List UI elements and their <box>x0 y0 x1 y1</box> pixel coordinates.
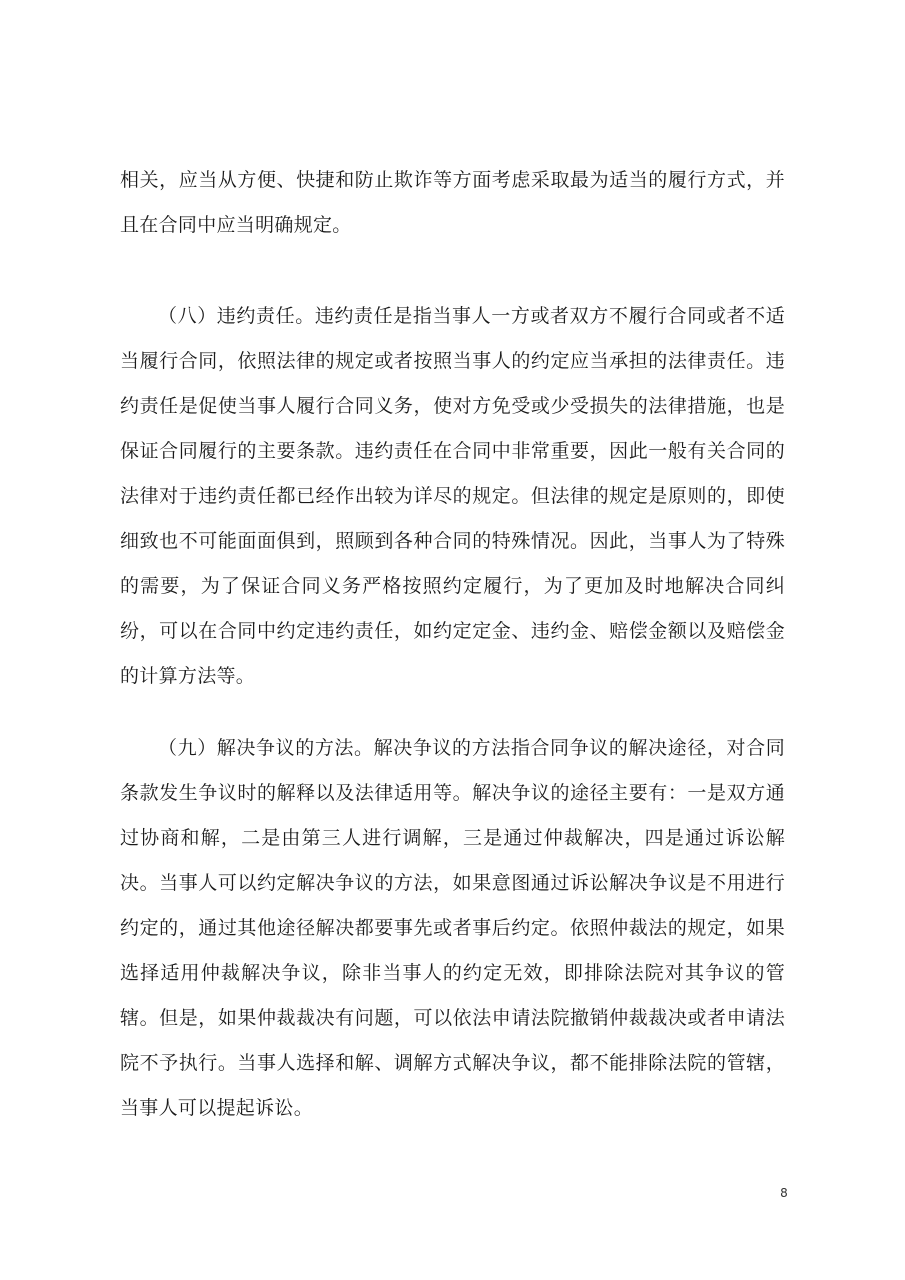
page-number: 8 <box>780 1186 788 1200</box>
paragraph-dispute-resolution: （九）解决争议的方法。解决争议的方法指合同争议的解决途径，对合同条款发生争议时的解释以及法律适用等。解决争议的途径主要有：一是双方通过协商和解，二是由第三人进行调解，三是通过仲裁解决，四是通过诉讼解决。当事人可以约定解决争议的方法，如果意图通过诉讼解决争议是不用进行约定的，通过其他途径解决都要事先或者事后约定。依照仲裁法的规定，如果选择适用仲裁解决争议，除非当事人的约定无效，即排除法院对其争议的管辖。但是，如果仲裁裁决有问题，可以依法申请法院撤销仲裁裁决或者申请法院不予执行。当事人选择和解、调解方式解决争议，都不能排除法院的管辖，当事人可以提起诉讼。 <box>120 737 785 1119</box>
paragraph-intro: 相关，应当从方便、快捷和防止欺诈等方面考虑采取最为适当的履行方式，并且在合同中应当明确规定。 <box>120 169 785 236</box>
paragraph-breach-liability: （八）违约责任。违约责任是指当事人一方或者双方不履行合同或者不适当履行合同，依照法律的规定或者按照当事人的约定应当承担的法律责任。违约责任是促使当事人履行合同义务，使对方免受或少受损失的法律措施，也是保证合同履行的主要条款。违约责任在合同中非常重要，因此一般有关合同的法律对于违约责任都已经作出较为详尽的规定。但法律的规定是原则的，即使细致也不可能面面俱到，照顾到各种合同的特殊情况。因此，当事人为了特殊的需要，为了保证合同义务严格按照约定履行，为了更加及时地解决合同纠纷，可以在合同中约定违约责任，如约定定金、违约金、赔偿金额以及赔偿金的计算方法等。 <box>120 305 785 687</box>
